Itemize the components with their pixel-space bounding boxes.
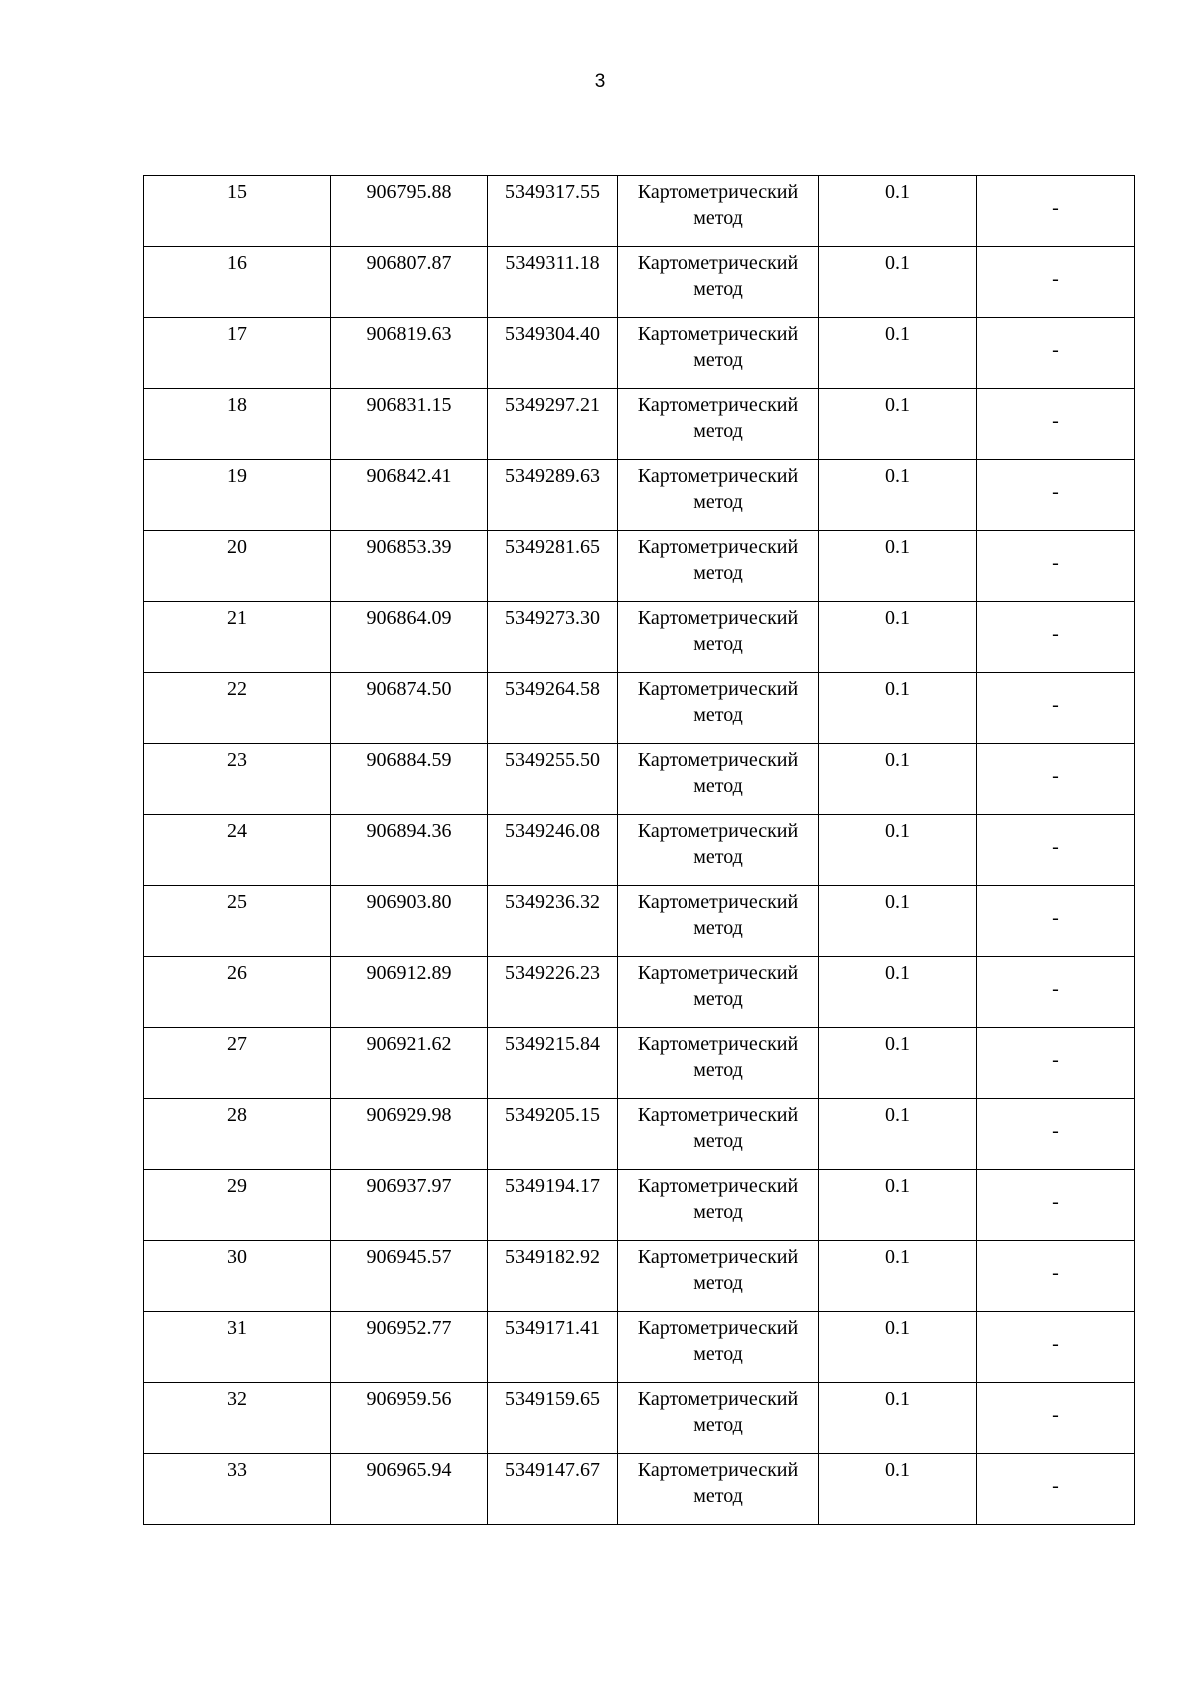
method-cell: Картометрический метод xyxy=(618,247,819,318)
coordinates-table-body xyxy=(144,176,1135,1525)
method-cell: Картометрический метод xyxy=(618,460,819,531)
point-number-cell: 19 xyxy=(144,460,331,531)
x-coordinate-cell: 906831.15 xyxy=(331,389,488,460)
x-coordinate-cell: 906912.89 xyxy=(331,957,488,1028)
accuracy-cell: 0.1 xyxy=(819,460,977,531)
accuracy-cell: 0.1 xyxy=(819,318,977,389)
note-cell: - xyxy=(977,1170,1135,1241)
method-cell: Картометрический метод xyxy=(618,1170,819,1241)
x-coordinate-cell: 906795.88 xyxy=(331,176,488,247)
method-cell: Картометрический метод xyxy=(618,1099,819,1170)
y-coordinate-cell: 5349171.41 xyxy=(488,1312,618,1383)
y-coordinate-cell: 5349311.18 xyxy=(488,247,618,318)
y-coordinate-cell: 5349304.40 xyxy=(488,318,618,389)
y-coordinate-cell: 5349273.30 xyxy=(488,602,618,673)
x-coordinate-cell: 906874.50 xyxy=(331,673,488,744)
table-row xyxy=(144,957,1135,1028)
x-coordinate-cell: 906929.98 xyxy=(331,1099,488,1170)
y-coordinate-cell: 5349194.17 xyxy=(488,1170,618,1241)
table-row xyxy=(144,460,1135,531)
table-row xyxy=(144,389,1135,460)
x-coordinate-cell: 906807.87 xyxy=(331,247,488,318)
note-cell: - xyxy=(977,673,1135,744)
note-cell: - xyxy=(977,886,1135,957)
note-cell: - xyxy=(977,1312,1135,1383)
point-number-cell: 15 xyxy=(144,176,331,247)
y-coordinate-cell: 5349182.92 xyxy=(488,1241,618,1312)
table-row xyxy=(144,176,1135,247)
point-number-cell: 20 xyxy=(144,531,331,602)
accuracy-cell: 0.1 xyxy=(819,531,977,602)
table-row xyxy=(144,531,1135,602)
page-number: 3 xyxy=(594,71,606,92)
accuracy-cell: 0.1 xyxy=(819,389,977,460)
note-cell: - xyxy=(977,460,1135,531)
x-coordinate-cell: 906937.97 xyxy=(331,1170,488,1241)
table-row xyxy=(144,1170,1135,1241)
point-number-cell: 28 xyxy=(144,1099,331,1170)
point-number-cell: 22 xyxy=(144,673,331,744)
table-row xyxy=(144,886,1135,957)
y-coordinate-cell: 5349215.84 xyxy=(488,1028,618,1099)
y-coordinate-cell: 5349246.08 xyxy=(488,815,618,886)
table-row xyxy=(144,602,1135,673)
note-cell: - xyxy=(977,389,1135,460)
y-coordinate-cell: 5349236.32 xyxy=(488,886,618,957)
method-cell: Картометрический метод xyxy=(618,389,819,460)
method-cell: Картометрический метод xyxy=(618,815,819,886)
note-cell: - xyxy=(977,247,1135,318)
point-number-cell: 26 xyxy=(144,957,331,1028)
method-cell: Картометрический метод xyxy=(618,744,819,815)
note-cell: - xyxy=(977,957,1135,1028)
y-coordinate-cell: 5349264.58 xyxy=(488,673,618,744)
accuracy-cell: 0.1 xyxy=(819,1028,977,1099)
coordinates-table xyxy=(143,175,1135,1525)
y-coordinate-cell: 5349289.63 xyxy=(488,460,618,531)
y-coordinate-cell: 5349147.67 xyxy=(488,1454,618,1525)
x-coordinate-cell: 906903.80 xyxy=(331,886,488,957)
table-row xyxy=(144,247,1135,318)
note-cell: - xyxy=(977,744,1135,815)
point-number-cell: 30 xyxy=(144,1241,331,1312)
method-cell: Картометрический метод xyxy=(618,1454,819,1525)
x-coordinate-cell: 906921.62 xyxy=(331,1028,488,1099)
table-row xyxy=(144,1383,1135,1454)
method-cell: Картометрический метод xyxy=(618,1241,819,1312)
point-number-cell: 24 xyxy=(144,815,331,886)
method-cell: Картометрический метод xyxy=(618,318,819,389)
accuracy-cell: 0.1 xyxy=(819,1170,977,1241)
x-coordinate-cell: 906842.41 xyxy=(331,460,488,531)
table-row xyxy=(144,744,1135,815)
accuracy-cell: 0.1 xyxy=(819,1241,977,1312)
method-cell: Картометрический метод xyxy=(618,1028,819,1099)
method-cell: Картометрический метод xyxy=(618,957,819,1028)
table-row xyxy=(144,318,1135,389)
accuracy-cell: 0.1 xyxy=(819,886,977,957)
y-coordinate-cell: 5349205.15 xyxy=(488,1099,618,1170)
y-coordinate-cell: 5349226.23 xyxy=(488,957,618,1028)
method-cell: Картометрический метод xyxy=(618,1312,819,1383)
accuracy-cell: 0.1 xyxy=(819,602,977,673)
point-number-cell: 31 xyxy=(144,1312,331,1383)
table-row xyxy=(144,1241,1135,1312)
note-cell: - xyxy=(977,531,1135,602)
table-row xyxy=(144,1312,1135,1383)
point-number-cell: 23 xyxy=(144,744,331,815)
accuracy-cell: 0.1 xyxy=(819,1383,977,1454)
note-cell: - xyxy=(977,1454,1135,1525)
point-number-cell: 18 xyxy=(144,389,331,460)
table-row xyxy=(144,1454,1135,1525)
note-cell: - xyxy=(977,1099,1135,1170)
point-number-cell: 29 xyxy=(144,1170,331,1241)
point-number-cell: 25 xyxy=(144,886,331,957)
method-cell: Картометрический метод xyxy=(618,886,819,957)
x-coordinate-cell: 906853.39 xyxy=(331,531,488,602)
note-cell: - xyxy=(977,1383,1135,1454)
accuracy-cell: 0.1 xyxy=(819,815,977,886)
accuracy-cell: 0.1 xyxy=(819,1454,977,1525)
point-number-cell: 27 xyxy=(144,1028,331,1099)
table-row xyxy=(144,1028,1135,1099)
y-coordinate-cell: 5349297.21 xyxy=(488,389,618,460)
y-coordinate-cell: 5349317.55 xyxy=(488,176,618,247)
table-row xyxy=(144,673,1135,744)
x-coordinate-cell: 906945.57 xyxy=(331,1241,488,1312)
accuracy-cell: 0.1 xyxy=(819,957,977,1028)
method-cell: Картометрический метод xyxy=(618,602,819,673)
y-coordinate-cell: 5349281.65 xyxy=(488,531,618,602)
x-coordinate-cell: 906884.59 xyxy=(331,744,488,815)
accuracy-cell: 0.1 xyxy=(819,673,977,744)
point-number-cell: 21 xyxy=(144,602,331,673)
note-cell: - xyxy=(977,176,1135,247)
table-row xyxy=(144,1099,1135,1170)
x-coordinate-cell: 906864.09 xyxy=(331,602,488,673)
point-number-cell: 33 xyxy=(144,1454,331,1525)
note-cell: - xyxy=(977,1241,1135,1312)
method-cell: Картометрический метод xyxy=(618,673,819,744)
method-cell: Картометрический метод xyxy=(618,1383,819,1454)
x-coordinate-cell: 906965.94 xyxy=(331,1454,488,1525)
accuracy-cell: 0.1 xyxy=(819,744,977,815)
table-row xyxy=(144,815,1135,886)
accuracy-cell: 0.1 xyxy=(819,247,977,318)
x-coordinate-cell: 906959.56 xyxy=(331,1383,488,1454)
note-cell: - xyxy=(977,602,1135,673)
x-coordinate-cell: 906819.63 xyxy=(331,318,488,389)
accuracy-cell: 0.1 xyxy=(819,1312,977,1383)
point-number-cell: 17 xyxy=(144,318,331,389)
y-coordinate-cell: 5349255.50 xyxy=(488,744,618,815)
accuracy-cell: 0.1 xyxy=(819,176,977,247)
x-coordinate-cell: 906952.77 xyxy=(331,1312,488,1383)
note-cell: - xyxy=(977,1028,1135,1099)
method-cell: Картометрический метод xyxy=(618,176,819,247)
x-coordinate-cell: 906894.36 xyxy=(331,815,488,886)
note-cell: - xyxy=(977,318,1135,389)
note-cell: - xyxy=(977,815,1135,886)
point-number-cell: 32 xyxy=(144,1383,331,1454)
method-cell: Картометрический метод xyxy=(618,531,819,602)
accuracy-cell: 0.1 xyxy=(819,1099,977,1170)
point-number-cell: 16 xyxy=(144,247,331,318)
y-coordinate-cell: 5349159.65 xyxy=(488,1383,618,1454)
